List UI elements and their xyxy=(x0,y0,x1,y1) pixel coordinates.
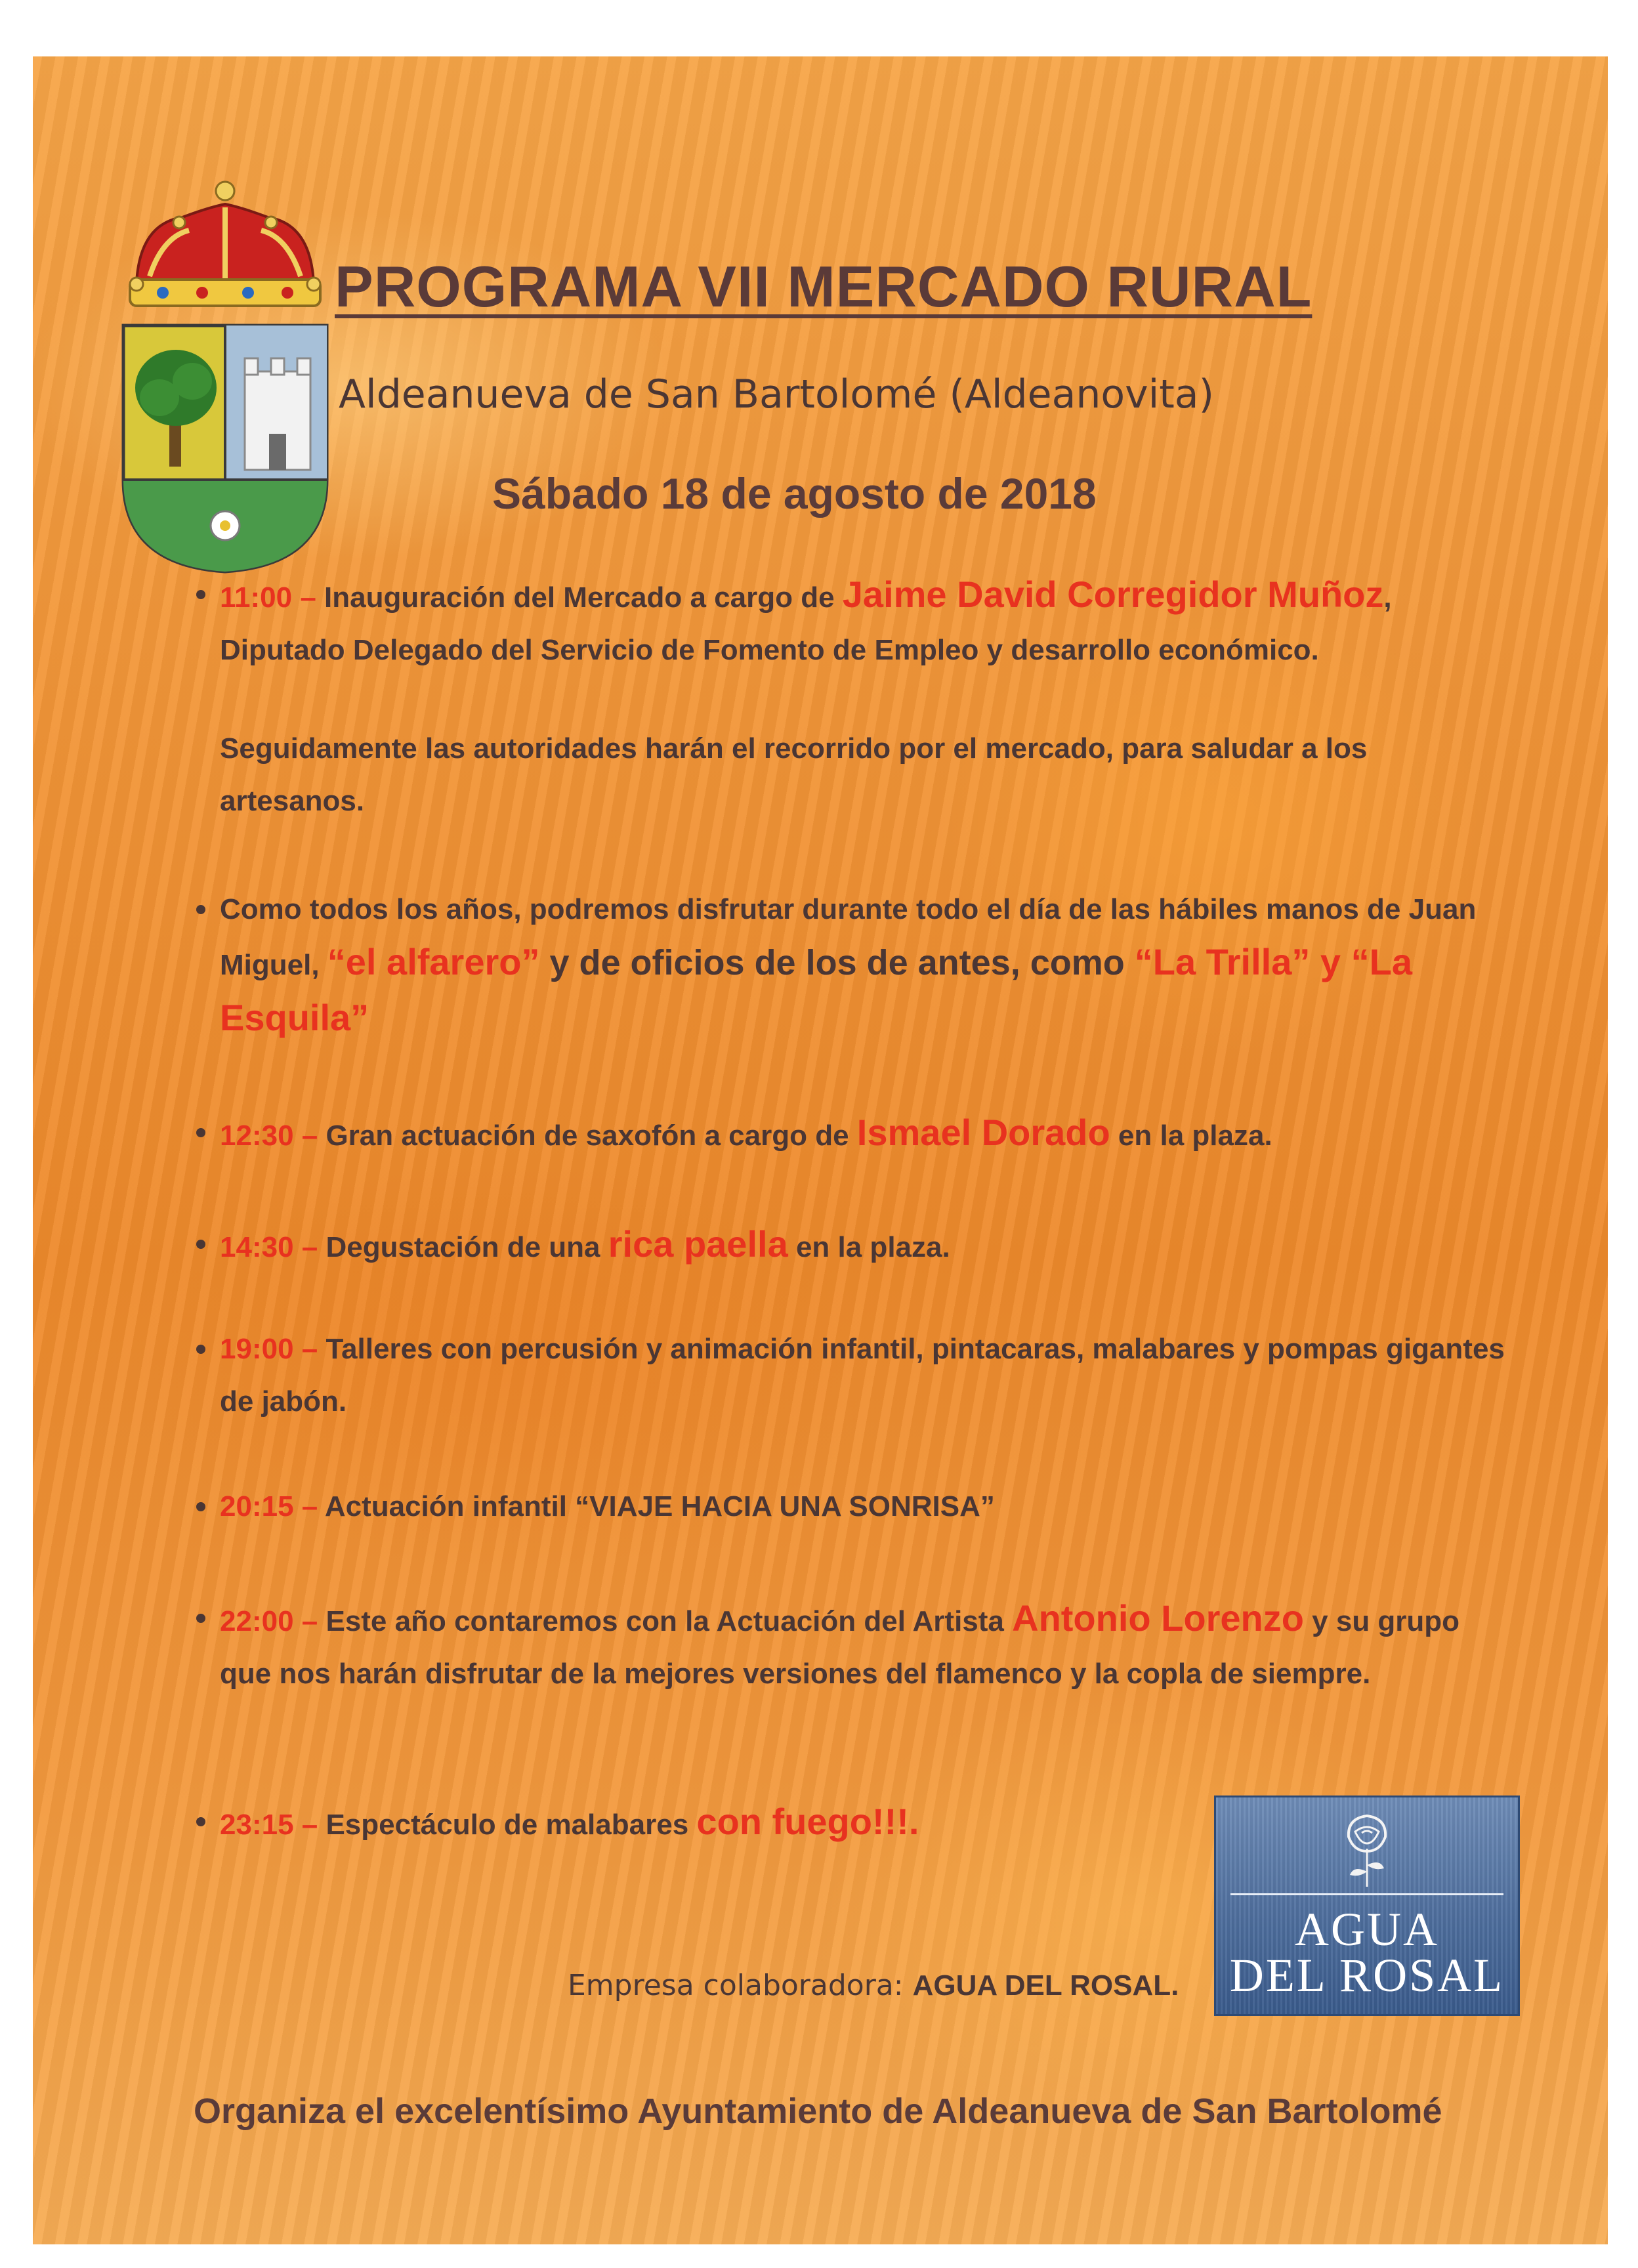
bullet-icon xyxy=(196,1614,205,1623)
list-item xyxy=(220,1106,1506,1162)
sponsor-line xyxy=(568,1969,1179,2002)
list-item xyxy=(220,568,1506,828)
list-item xyxy=(220,1480,1506,1533)
logo-text-line2: DEL ROSAL xyxy=(1229,1949,1505,2002)
sponsor-logo xyxy=(1214,1796,1520,2016)
item-text: Talleres con percusión y animación infantil, pintacaras, malabares y pompas gigantes de jabón. xyxy=(220,1333,1505,1418)
item-highlight: “el alfarero” xyxy=(327,941,540,982)
bullet-icon xyxy=(196,1502,205,1511)
bullet-icon xyxy=(196,1128,205,1137)
item-text: y su grupo que nos harán disfrutar de la mejores versiones del flamenco y la copla de siempre. xyxy=(220,1605,1460,1690)
item-text: y de oficios de los de antes, como xyxy=(539,943,1135,982)
organizer-footer: Organiza el excelentísimo Ayuntamiento de Aldeanueva de San Bartolomé xyxy=(194,2091,1442,2131)
item-time: 12:30 – xyxy=(220,1120,318,1152)
item-highlight: Antonio Lorenzo xyxy=(1012,1597,1304,1639)
item-time: 20:15 – xyxy=(220,1490,318,1522)
item-time: 19:00 – xyxy=(220,1333,318,1365)
poster xyxy=(33,56,1608,2244)
item-text: Este año contaremos con la Actuación del Artista xyxy=(318,1605,1013,1637)
bullet-icon xyxy=(196,1817,205,1826)
item-time: 23:15 – xyxy=(220,1809,318,1841)
item-text: Como todos los años, podremos disfrutar durante todo el día de las hábiles manos de Juan Miguel, xyxy=(220,893,1477,981)
item-highlight: rica paella xyxy=(608,1223,788,1265)
item-text: Degustación de una xyxy=(318,1231,608,1263)
list-item xyxy=(220,1592,1506,1700)
logo-text-line1: AGUA xyxy=(1295,1903,1439,1956)
item-text: Inauguración del Mercado a cargo de xyxy=(316,581,843,614)
item-paragraph: Seguidamente las autoridades harán el recorrido por el mercado, para saludar a los artesanos. xyxy=(220,732,1368,817)
item-text: en la plaza. xyxy=(788,1231,950,1263)
rose-icon xyxy=(1341,1809,1393,1888)
item-time: 14:30 – xyxy=(220,1231,318,1263)
bullet-icon xyxy=(196,905,205,914)
logo-divider xyxy=(1230,1893,1503,1895)
bullet-icon xyxy=(196,1240,205,1249)
item-text: Actuación infantil “VIAJE HACIA UNA SONRISA” xyxy=(318,1490,995,1522)
item-highlight: Ismael Dorado xyxy=(856,1112,1110,1153)
subtitle: Aldeanueva de San Bartolomé (Aldeanovita) xyxy=(339,371,1214,417)
list-item xyxy=(220,883,1506,1047)
page-title: PROGRAMA VII MERCADO RURAL xyxy=(335,254,1312,319)
item-text: en la plaza. xyxy=(1110,1120,1272,1152)
sponsor-label: Empresa colaboradora: xyxy=(568,1969,913,2002)
list-item xyxy=(220,1218,1506,1274)
bullet-icon xyxy=(196,1345,205,1354)
sponsor-name: AGUA DEL ROSAL. xyxy=(912,1969,1179,2002)
item-highlight: “La Trilla” y “La Esquila” xyxy=(220,941,1412,1038)
list-item xyxy=(220,1323,1506,1428)
item-highlight: Jaime David Corregidor Muñoz xyxy=(842,574,1384,615)
item-time: 11:00 – xyxy=(220,581,316,614)
item-text: , Diputado Delegado del Servicio de Fomento de Empleo y desarrollo económico. xyxy=(220,581,1392,666)
item-highlight: con fuego!!!. xyxy=(696,1801,919,1842)
item-time: 22:00 – xyxy=(220,1605,318,1637)
item-text: Gran actuación de saxofón a cargo de xyxy=(318,1120,857,1152)
bullet-icon xyxy=(196,590,205,599)
item-text: Espectáculo de malabares xyxy=(318,1809,697,1841)
event-date: Sábado 18 de agosto de 2018 xyxy=(492,469,1097,518)
